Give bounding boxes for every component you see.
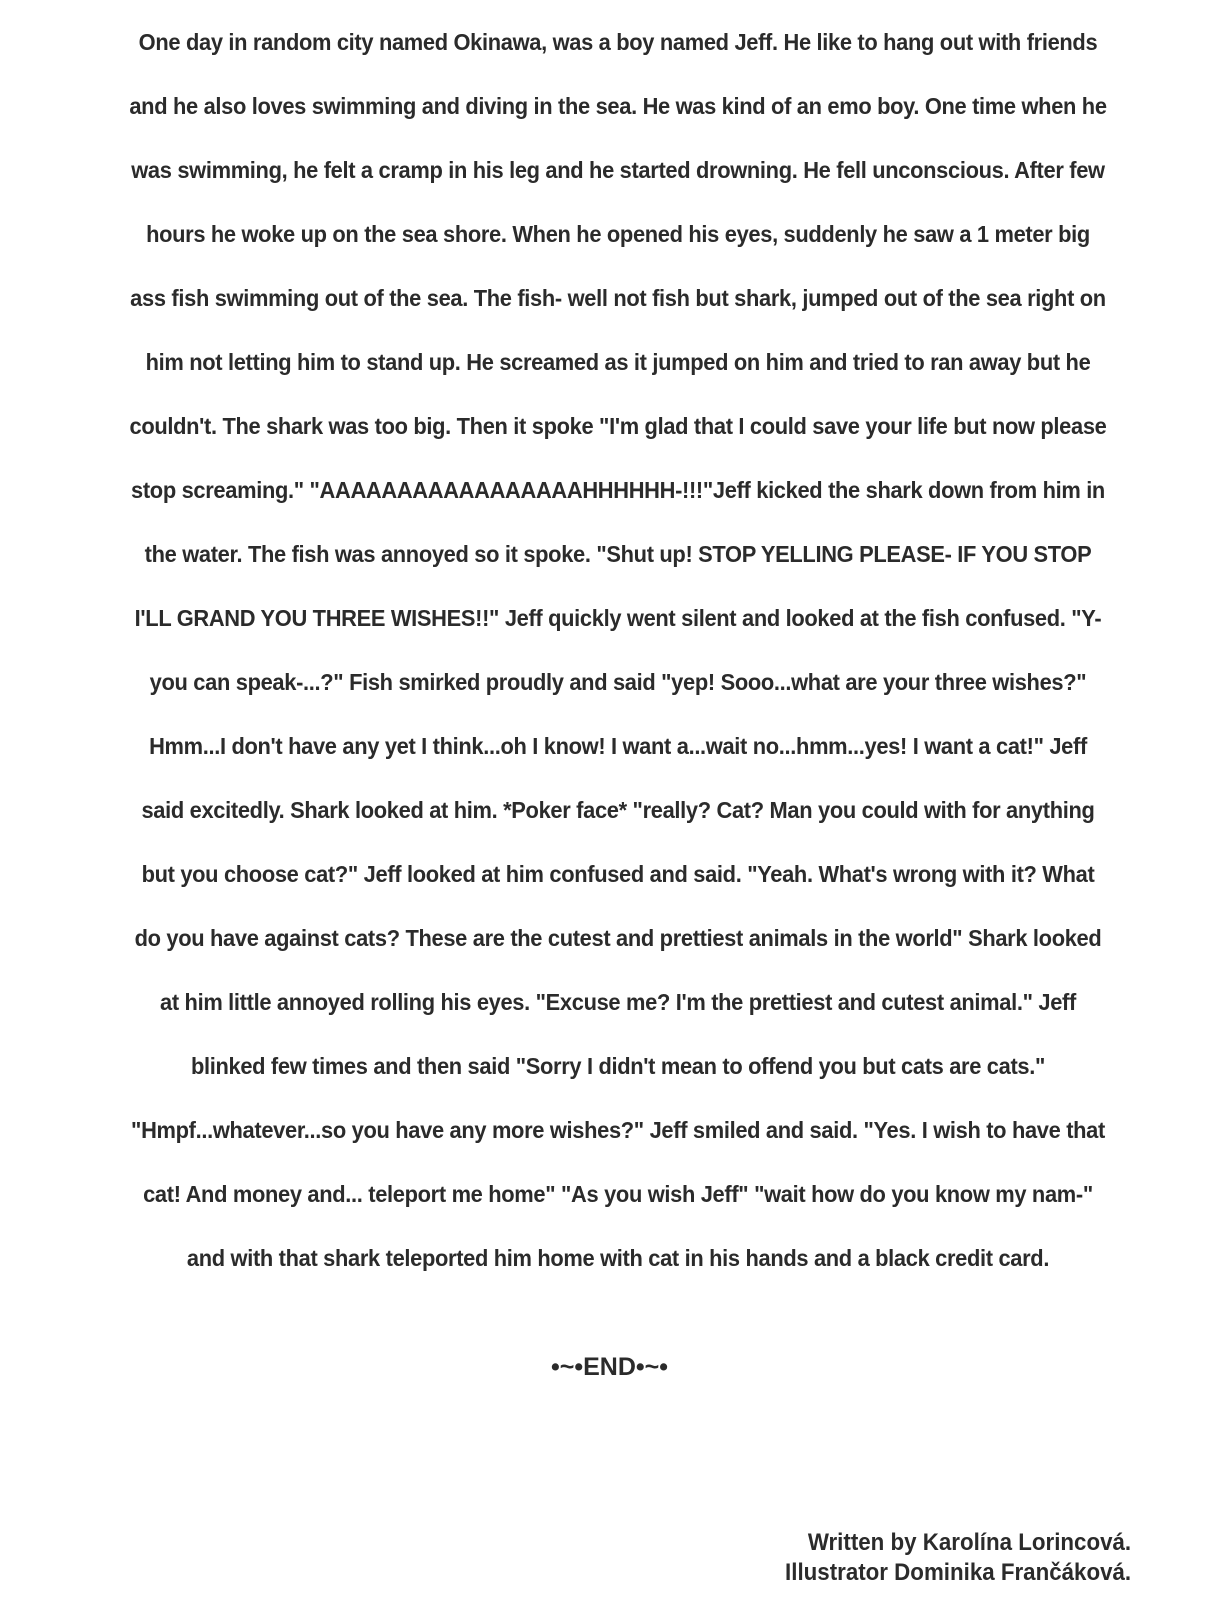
- story-paragraph-1: One day in random city named Okinawa, was a boy named Jeff. He like to hang out with friends and he also loves swimming and diving in the sea. He was kind of an emo boy. One time when he was swimming, he felt a cramp in his leg and he started drowning. He fell unconscious. After few hours he woke up on the sea shore. When he opened his eyes, suddenly he saw a 1 meter big ass fish swimming out of the sea. The fish- well not fish but shark, jumped out of the sea right on him not letting him to stand up. He screamed as it jumped on him and tried to ran away but he couldn't. The shark was too big. Then it spoke "I'm glad that I could save your life but now please stop screaming." "AAAAAAAAAAAAAAAAAHHHHHH-!!!"Jeff kicked the shark down from him in the water. The fish was annoyed so it spoke. "Shut up! STOP YELLING PLEASE- IF YOU STOP I'LL GRAND YOU THREE WISHES!!" Jeff quickly went silent and looked at the fish confused. "Y-you can speak-...?" Fish smirked proudly and said "yep! Sooo...what are your three wishes?": [129, 29, 1107, 695]
- credits: [785, 1528, 1131, 1588]
- author-credit: Written by Karolína Lorincová.: [807, 1529, 1131, 1556]
- illustrator-credit: Illustrator Dominika Frančáková.: [784, 1559, 1131, 1586]
- end-marker: •~•END•~•: [551, 1353, 668, 1381]
- story-text: [127, 10, 1109, 1290]
- story-paragraph-2: Hmm...I don't have any yet I think...oh I know! I want a...wait no...hmm...yes! I want a cat!" Jeff said excitedly. Shark looked at him. *Poker face* "really? Cat? Man you could with for anything but you choose cat?" Jeff looked at him confused and said. "Yeah. What's wrong with it? What do you have against cats? These are the cutest and prettiest animals in the world" Shark looked at him little annoyed rolling his eyes. "Excuse me? I'm the prettiest and cutest animal." Jeff blinked few times and then said "Sorry I didn't mean to offend you but cats are cats." "Hmpf...whatever...so you have any more wishes?" Jeff smiled and said. "Yes. I wish to have that cat! And money and... teleport me home" "As you wish Jeff" "wait how do you know my nam-" and with that shark teleported him home with cat in his hands and a black credit card.: [131, 733, 1105, 1271]
